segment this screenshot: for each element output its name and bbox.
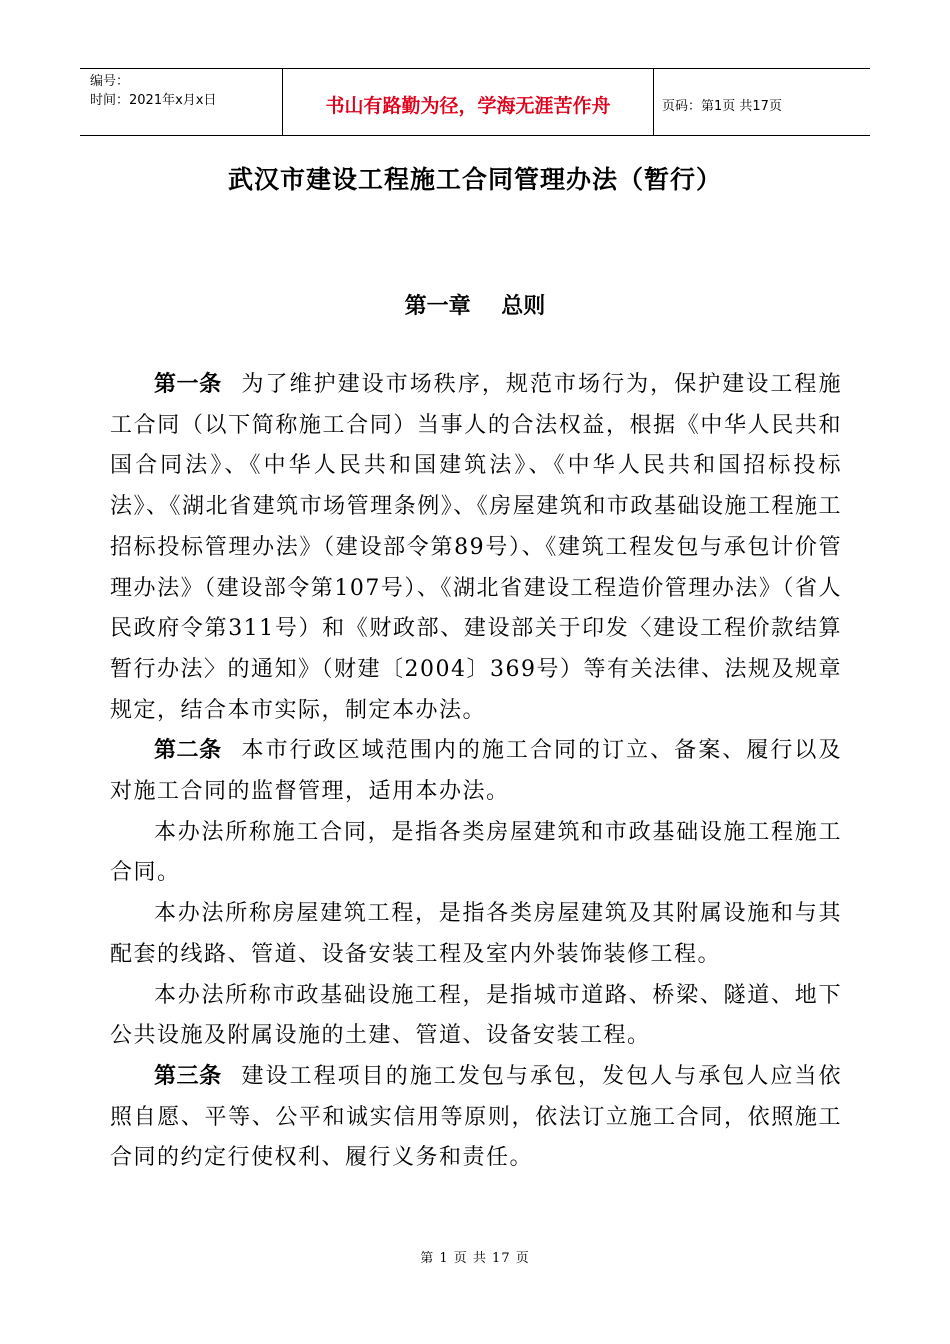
article-2-paragraph xyxy=(110,731,842,812)
document-title: 武汉市建设工程施工合同管理办法（暂行） xyxy=(227,165,722,194)
page-footer: 第 1 页 共 17 页 xyxy=(420,1251,530,1266)
paragraph-text: 本办法所称房屋建筑工程，是指各类房屋建筑及其附属设施和与其配套的线路、管道、设备安装工程及室内外装饰装修工程。 xyxy=(110,901,842,967)
paragraph-text: 建设工程项目的施工发包与承包，发包人与承包人应当依照自愿、平等、公平和诚实信用等原则，依法订立施工合同，依照施工合同的约定行使权利、履行义务和责任。 xyxy=(110,1063,842,1171)
paragraph-text: 为了维护建设市场秩序，规范市场行为，保护建设工程施工合同（以下简称施工合同）当事人的合法权益，根据《中华人民共和国合同法》、《中华人民共和国建筑法》、《中华人民共和国招标投标法》、《湖北省建筑市场管理条例》、《房屋建筑和市政基础设施工程施工招标投标管理办法》（建设部令第89号）、《建筑工程发包与承包计价管理办法》（建设部令第107号）、《湖北省建设工程造价管理办法》（省人民政府令第311号）和《财政部、建设部关于印发〈建设工程价款结算暂行办法〉的通知》（财建〔2004〕369号）等有关法律、法规及规章规定，结合本市实际，制定本办法。 xyxy=(110,372,842,723)
article-label: 第二条 xyxy=(154,738,222,764)
article-label: 第一条 xyxy=(154,372,222,397)
article-1-paragraph xyxy=(110,365,842,731)
header-page-info: 页码：第1页 共17页 xyxy=(662,98,782,114)
document-date: 时间：2021年x月x日 xyxy=(90,93,217,108)
building-works-definition xyxy=(110,894,842,975)
document-number-label: 编号： xyxy=(90,74,130,89)
construction-contract-definition xyxy=(110,813,842,894)
document-body xyxy=(110,365,842,1179)
paragraph-text: 本市行政区域范围内的施工合同的订立、备案、履行以及对施工合同的监督管理，适用本办法。 xyxy=(110,738,842,805)
header-motto: 书山有路勤为径，学海无涯苦作舟 xyxy=(282,69,654,135)
chapter-title: 第一章 总则 xyxy=(404,294,546,319)
article-label: 第三条 xyxy=(154,1063,222,1089)
paragraph-text: 本办法所称市政基础设施工程，是指城市道路、桥梁、隧道、地下公共设施及附属设施的土建、管道、设备安装工程。 xyxy=(110,982,842,1049)
paragraph-text: 本办法所称施工合同，是指各类房屋建筑和市政基础设施工程施工合同。 xyxy=(110,819,842,886)
municipal-works-definition xyxy=(110,976,842,1057)
header-meta xyxy=(80,69,282,135)
page-header xyxy=(80,68,870,136)
article-3-paragraph xyxy=(110,1057,842,1179)
